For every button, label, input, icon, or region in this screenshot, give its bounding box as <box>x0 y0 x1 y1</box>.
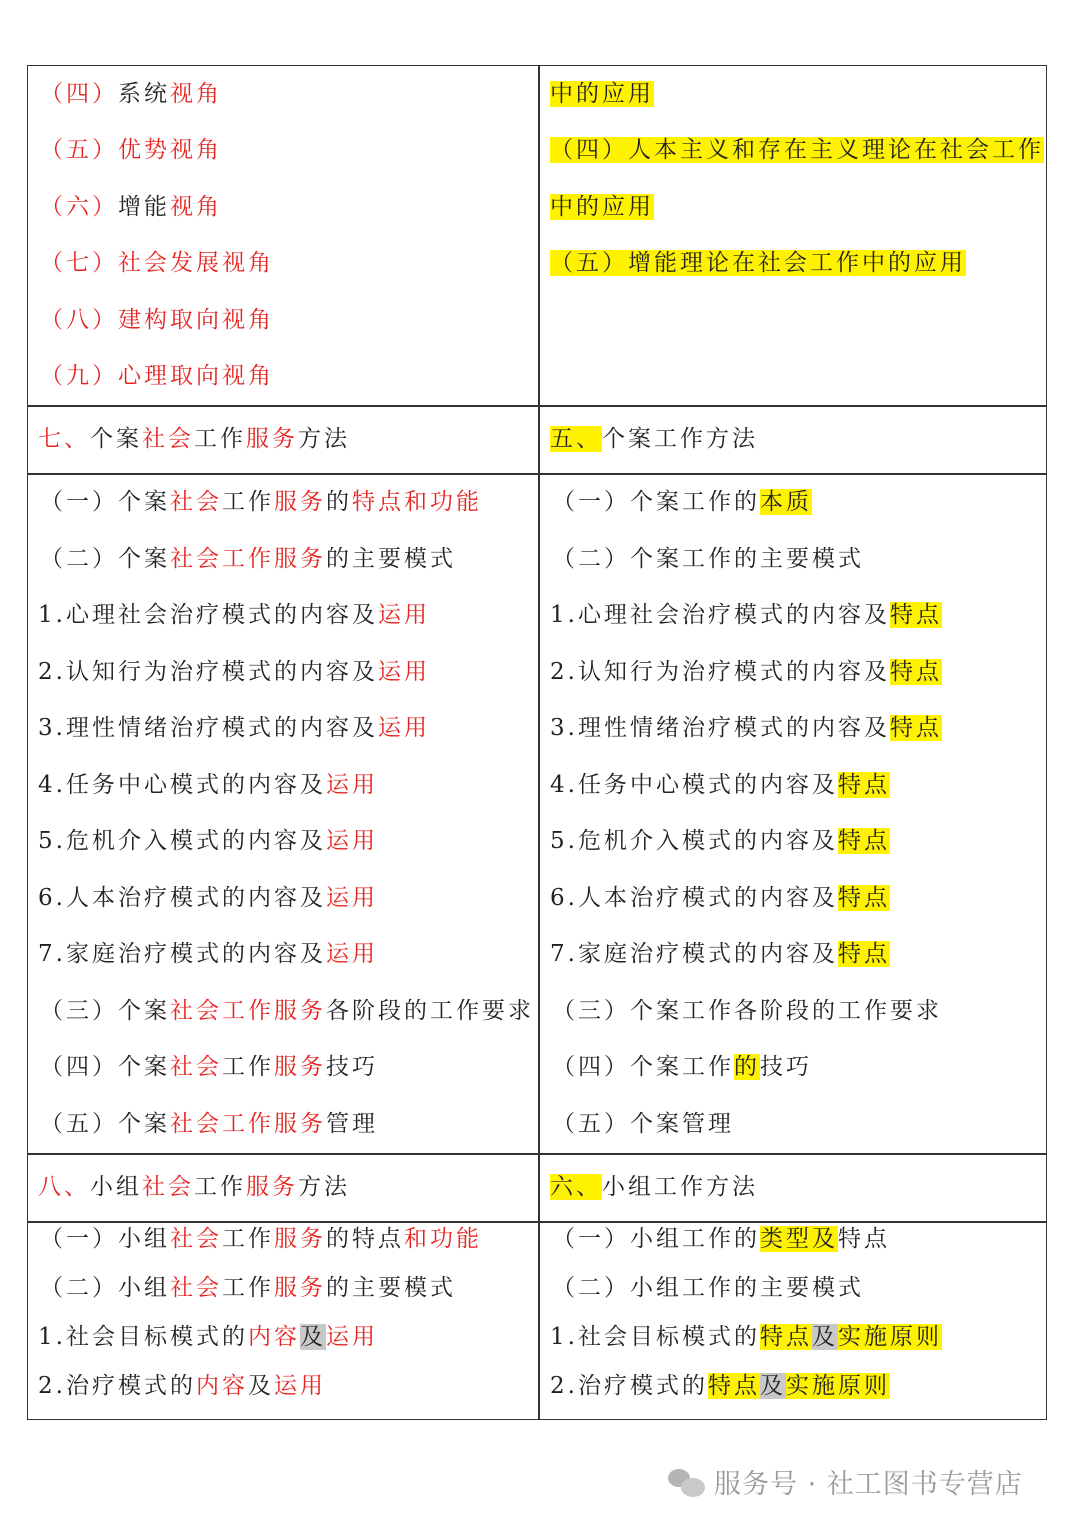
left-row <box>38 768 378 804</box>
left-text-segment: 7.家庭治疗模式的内容及 <box>38 941 326 967</box>
left-text-segment: 运用 <box>325 828 378 854</box>
left-row <box>38 598 430 634</box>
left-text-segment: 工作 <box>222 1054 274 1080</box>
right-text-segment: 特点 <box>837 885 890 911</box>
left-row <box>38 881 378 917</box>
left-text-segment: 4.任务中心模式的内容及 <box>38 772 326 798</box>
left-text-segment: 6.人本治疗模式的内容及 <box>38 885 326 911</box>
left-row <box>40 994 534 1030</box>
left-text-segment: （二）小组 <box>40 1275 170 1301</box>
left-text-segment: （七）社会发展视角 <box>40 250 274 276</box>
right-text-segment: 特点 <box>889 659 942 685</box>
right-row <box>552 1222 890 1258</box>
right-text-segment: 特点 <box>889 715 942 741</box>
right-row <box>550 1170 758 1206</box>
left-text-segment: 七、 <box>38 426 90 452</box>
right-text-segment: 中的应用 <box>550 81 654 107</box>
left-row <box>40 1050 378 1086</box>
left-text-segment: 及 <box>299 1324 326 1350</box>
left-text-segment: 1.社会目标模式的 <box>38 1324 248 1350</box>
left-text-segment: （八）建构取向视角 <box>40 307 274 333</box>
left-text-segment: 服务 <box>274 1054 326 1080</box>
left-text-segment: 社会 <box>170 1054 222 1080</box>
left-text-segment: 运用 <box>377 602 430 628</box>
left-text-segment: 社会 <box>142 426 194 452</box>
left-text-segment: （四）个案 <box>40 1054 170 1080</box>
left-text-segment: 工作 <box>194 1174 246 1200</box>
right-text-segment: 6.人本治疗模式的内容及 <box>550 885 838 911</box>
right-text-segment: 特点 <box>889 602 942 628</box>
left-row <box>38 1369 326 1405</box>
right-text-segment: 个案工作方法 <box>602 426 758 452</box>
left-text-segment: 服务 <box>274 1226 326 1252</box>
left-text-segment: 的主要模式 <box>326 1275 456 1301</box>
right-text-segment: （二）小组工作的主要模式 <box>552 1275 864 1301</box>
right-text-segment: 2.治疗模式的 <box>550 1373 708 1399</box>
left-text-segment: 和功能 <box>404 1226 482 1252</box>
left-row <box>40 133 222 169</box>
left-text-segment: 工作 <box>194 426 246 452</box>
right-text-segment: 类型及 <box>760 1226 838 1252</box>
column-divider <box>538 65 540 1420</box>
left-row <box>38 1320 378 1356</box>
left-text-segment: 1.心理社会治疗模式的内容及 <box>38 602 378 628</box>
right-row <box>552 542 864 578</box>
left-row <box>40 190 222 226</box>
left-row <box>40 303 274 339</box>
left-text-segment: 社会 <box>142 1174 194 1200</box>
left-text-segment: 3.理性情绪治疗模式的内容及 <box>38 715 378 741</box>
left-text-segment: 视角 <box>170 194 222 220</box>
right-text-segment: 3.理性情绪治疗模式的内容及 <box>550 715 890 741</box>
left-row <box>40 1222 482 1258</box>
left-text-segment: 工作 <box>222 1226 274 1252</box>
right-text-segment: （五）个案管理 <box>552 1111 734 1137</box>
right-row <box>550 711 942 747</box>
left-text-segment: 八、 <box>38 1174 90 1200</box>
left-text-segment: 5.危机介入模式的内容及 <box>38 828 326 854</box>
left-text-segment: （五）个案 <box>40 1111 170 1137</box>
left-row <box>40 542 456 578</box>
left-text-segment: 管理 <box>326 1111 378 1137</box>
left-text-segment: 服务 <box>246 1174 298 1200</box>
left-text-segment: 方法 <box>298 1174 350 1200</box>
left-row <box>40 77 222 113</box>
right-text-segment: 实施原则 <box>837 1324 942 1350</box>
left-text-segment: 社会 <box>170 1226 222 1252</box>
left-text-segment: 社会工作服务 <box>170 1111 326 1137</box>
left-text-segment: 运用 <box>325 772 378 798</box>
left-text-segment: 个案 <box>90 426 142 452</box>
right-row <box>552 1271 864 1307</box>
left-row <box>38 655 430 691</box>
left-text-segment: （六） <box>40 194 118 220</box>
right-text-segment: 小组工作方法 <box>602 1174 758 1200</box>
left-text-segment: 运用 <box>273 1373 326 1399</box>
right-text-segment: 1.心理社会治疗模式的内容及 <box>550 602 890 628</box>
left-text-segment: 服务 <box>274 489 326 515</box>
right-text-segment: 六、 <box>550 1174 602 1200</box>
left-text-segment: 2.治疗模式的 <box>38 1373 196 1399</box>
left-text-segment: 特点和功能 <box>352 489 482 515</box>
left-row <box>40 246 274 282</box>
right-row <box>550 824 890 860</box>
left-text-segment: （五）优势视角 <box>40 137 222 163</box>
right-row <box>550 422 758 458</box>
left-text-segment: 内容 <box>247 1324 300 1350</box>
right-row <box>550 768 890 804</box>
left-text-segment: 服务 <box>246 426 298 452</box>
right-text-segment: 的 <box>734 1054 760 1080</box>
right-row <box>550 937 890 973</box>
right-text-segment: 7.家庭治疗模式的内容及 <box>550 941 838 967</box>
right-text-segment: 5.危机介入模式的内容及 <box>550 828 838 854</box>
left-text-segment: 社会工作服务 <box>170 546 326 572</box>
left-text-segment: 内容 <box>195 1373 248 1399</box>
left-text-segment: 服务 <box>274 1275 326 1301</box>
left-text-segment: 各阶段的工作要求 <box>326 998 534 1024</box>
left-text-segment: 视角 <box>170 81 222 107</box>
left-row <box>40 1271 456 1307</box>
right-text-segment: （五）增能理论在社会工作中的应用 <box>550 250 966 276</box>
left-text-segment: （四） <box>40 81 118 107</box>
right-text-segment: 1.社会目标模式的 <box>550 1324 760 1350</box>
left-text-segment: （三）个案 <box>40 998 170 1024</box>
left-text-segment: 系统 <box>118 81 170 107</box>
right-row <box>550 598 942 634</box>
right-text-segment: 及 <box>759 1373 786 1399</box>
right-text-segment: 特点 <box>838 1226 890 1252</box>
left-row <box>40 359 274 395</box>
left-text-segment: 运用 <box>325 1324 378 1350</box>
right-text-segment: 及 <box>811 1324 838 1350</box>
left-text-segment: 社会 <box>170 489 222 515</box>
right-text-segment: 4.任务中心模式的内容及 <box>550 772 838 798</box>
right-text-segment: 本质 <box>760 489 812 515</box>
right-row <box>550 655 942 691</box>
left-text-segment: 方法 <box>298 426 350 452</box>
wechat-icon <box>668 1467 706 1497</box>
left-text-segment: （一）个案 <box>40 489 170 515</box>
left-text-segment: 工作 <box>222 1275 274 1301</box>
left-text-segment: 运用 <box>325 885 378 911</box>
left-text-segment: （二）个案 <box>40 546 170 572</box>
right-text-segment: 中的应用 <box>550 194 654 220</box>
right-row <box>550 133 1044 169</box>
left-text-segment: 技巧 <box>326 1054 378 1080</box>
left-text-segment: 工作 <box>222 489 274 515</box>
left-row <box>40 1107 378 1143</box>
left-text-segment: 的 <box>326 489 352 515</box>
left-text-segment: 社会 <box>170 1275 222 1301</box>
right-text-segment: （一）小组工作的 <box>552 1226 760 1252</box>
left-text-segment: 运用 <box>377 715 430 741</box>
left-row <box>38 1170 350 1206</box>
right-row <box>550 1320 942 1356</box>
right-row <box>550 246 966 282</box>
right-text-segment: （一）个案工作的 <box>552 489 760 515</box>
right-text-segment: （四）个案工作 <box>552 1054 734 1080</box>
left-text-segment: （九）心理取向视角 <box>40 363 274 389</box>
left-text-segment: （一）小组 <box>40 1226 170 1252</box>
right-text-segment: 特点 <box>707 1373 760 1399</box>
left-row <box>38 824 378 860</box>
right-text-segment: 特点 <box>837 941 890 967</box>
row-divider <box>27 473 1047 475</box>
left-text-segment: 运用 <box>325 941 378 967</box>
row-divider <box>27 1153 1047 1155</box>
right-text-segment: （二）个案工作的主要模式 <box>552 546 864 572</box>
right-text-segment: （三）个案工作各阶段的工作要求 <box>552 998 942 1024</box>
right-row <box>552 1050 812 1086</box>
left-row <box>38 422 350 458</box>
right-text-segment: 2.认知行为治疗模式的内容及 <box>550 659 890 685</box>
left-row <box>40 485 482 521</box>
right-text-segment: 特点 <box>837 772 890 798</box>
right-text-segment: 技巧 <box>760 1054 812 1080</box>
left-row <box>38 937 378 973</box>
right-row <box>550 77 654 113</box>
right-row <box>552 1107 734 1143</box>
left-text-segment: 的主要模式 <box>326 546 456 572</box>
right-row <box>552 485 812 521</box>
right-text-segment: 实施原则 <box>785 1373 890 1399</box>
left-text-segment: 增能 <box>118 194 170 220</box>
footer-text: 服务号 · 社工图书专营店 <box>714 1469 1023 1500</box>
right-text-segment: 特点 <box>759 1324 812 1350</box>
left-text-segment: 及 <box>247 1373 274 1399</box>
footer-watermark <box>668 1462 1023 1501</box>
right-text-segment: （四）人本主义和存在主义理论在社会工作 <box>550 137 1044 163</box>
left-row <box>38 711 430 747</box>
right-row <box>552 994 942 1030</box>
left-text-segment: 运用 <box>377 659 430 685</box>
right-row <box>550 881 890 917</box>
left-text-segment: 的特点 <box>326 1226 404 1252</box>
right-text-segment: 特点 <box>837 828 890 854</box>
right-row <box>550 1369 890 1405</box>
left-text-segment: 社会工作服务 <box>170 998 326 1024</box>
left-text-segment: 2.认知行为治疗模式的内容及 <box>38 659 378 685</box>
right-row <box>550 190 654 226</box>
left-text-segment: 小组 <box>90 1174 142 1200</box>
row-divider <box>27 405 1047 407</box>
right-text-segment: 五、 <box>550 426 602 452</box>
